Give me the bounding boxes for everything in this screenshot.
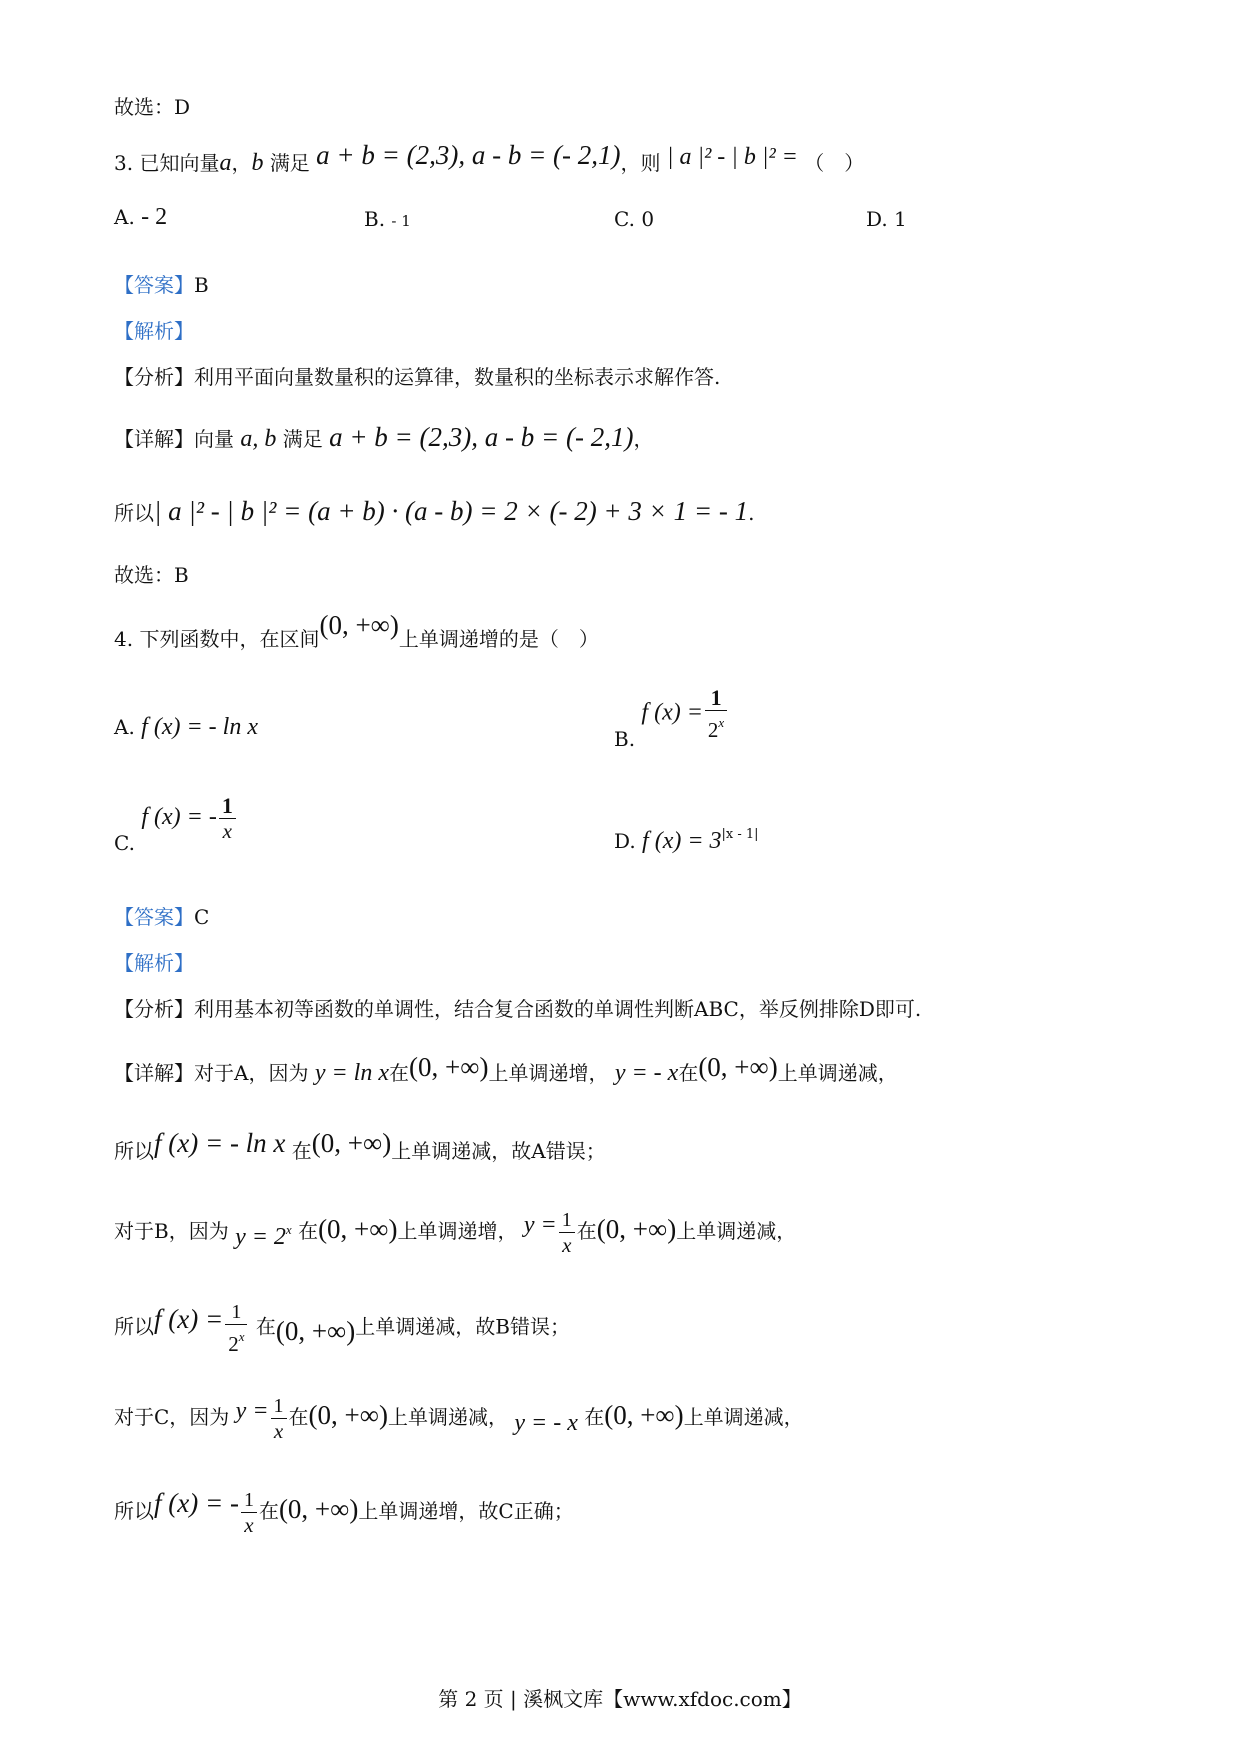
q4-option-b	[614, 685, 729, 751]
q4-analysis-tag	[114, 948, 194, 978]
q4-conclusion-c	[114, 1488, 574, 1537]
q3-sep: ，	[231, 151, 252, 175]
q4-option-b-den-exp: x	[718, 715, 725, 730]
q3-option-d-label: D.	[866, 207, 888, 231]
q4-so: 所以	[114, 1499, 154, 1523]
q4-dc-frac	[271, 1394, 287, 1443]
q3-var-a: a	[219, 150, 232, 176]
q3-expr: | a |² - | b |² =	[666, 144, 798, 170]
q3-option-c	[614, 204, 654, 234]
q4-db-intro: 对于B，因为	[114, 1219, 229, 1243]
q4-db-num: 1	[559, 1208, 575, 1233]
q4-inc: 上单调递增，	[488, 1061, 609, 1085]
q3-option-b-label: B.	[364, 207, 386, 231]
q4-dec: 上单调递减，	[777, 1061, 898, 1085]
q4-b-den-exp: x	[238, 1329, 245, 1344]
q4-b-num: 1	[225, 1300, 247, 1325]
q4-option-a	[114, 712, 258, 742]
q3-detail-prefix: 向量	[194, 427, 234, 451]
q4-fenxi	[114, 994, 921, 1024]
q3-conclusion: 故选：B	[114, 563, 189, 587]
q4-db-y1	[235, 1224, 292, 1250]
q4-detail-c	[114, 1394, 804, 1443]
q4-option-d-label: D.	[614, 829, 636, 853]
q4-answer	[114, 902, 209, 932]
q4-fenxi-text: 利用基本初等函数的单调性，结合复合函数的单调性判断ABC，举反例排除D即可.	[194, 997, 922, 1021]
q3-stem	[114, 140, 865, 178]
q3-answer	[114, 270, 209, 300]
q4-interval: (0, +∞)	[278, 1494, 359, 1524]
q4-zai: 在	[291, 1139, 312, 1163]
q3-option-d-value: 1	[894, 207, 907, 231]
q4-option-b-lhs: f (x) =	[641, 699, 703, 726]
q4-dc-num: 1	[271, 1394, 287, 1419]
q3-then: ，则	[620, 151, 661, 175]
q3-option-d	[866, 204, 907, 234]
prev-conclusion: 故选：D	[114, 95, 191, 119]
q4-db-y1-base: y = 2	[235, 1224, 286, 1250]
q4-da-intro: 对于A，因为	[194, 1061, 309, 1085]
q3-option-c-value: 0	[641, 207, 655, 231]
q4-zai: 在	[255, 1314, 276, 1339]
detail-tag: 【详解】	[114, 1061, 194, 1085]
q4-prefix: 4. 下列函数中，在区间	[114, 627, 320, 651]
q4-c-frac	[241, 1488, 257, 1537]
q4-zai: 在	[584, 1405, 605, 1429]
q4-option-b-frac	[705, 686, 727, 742]
q4-dc-den: x	[273, 1419, 284, 1443]
q4-dc-y2: y = - x	[514, 1410, 578, 1436]
q3-answer-value: B	[194, 273, 209, 297]
q3-calc: | a |² - | b |² = (a + b) · (a - b) = 2 × (- 2) + 3 × 1 = - 1	[154, 496, 749, 526]
q4-option-d-lhs: f (x) = 3	[642, 828, 722, 854]
q4-answer-value: C	[194, 905, 210, 929]
q4-b-f: f (x) =	[154, 1303, 224, 1334]
q4-detail-a	[114, 1052, 898, 1088]
q4-db-y2-lhs: y =	[523, 1212, 557, 1238]
q4-b-den-base: 2	[228, 1332, 239, 1356]
q4-c-num: 1	[241, 1488, 257, 1513]
q4-detail-b	[114, 1208, 796, 1257]
q4-c-f: f (x) = -	[154, 1488, 239, 1518]
q4-conclusion-b	[114, 1300, 570, 1356]
answer-tag: 【答案】	[114, 273, 194, 297]
q4-interval: (0, +∞)	[596, 1214, 677, 1244]
q4-dc-y1-lhs: y =	[235, 1398, 269, 1424]
q4-option-b-num: 1	[705, 686, 727, 711]
q4-a-wrong: 上单调递减，故A错误；	[391, 1139, 606, 1163]
q4-conclusion-a	[114, 1128, 606, 1166]
q3-option-b	[364, 204, 411, 236]
q4-da-y1: y = ln x	[314, 1060, 389, 1086]
q4-option-c-den: x	[222, 819, 232, 843]
q4-stem	[114, 610, 599, 654]
q4-suffix: 上单调递增的是（ ）	[398, 627, 599, 651]
q4-interval: (0, +∞)	[698, 1052, 778, 1082]
q4-option-d	[614, 820, 759, 856]
q4-dec: 上单调递减，	[683, 1405, 804, 1429]
fenxi-tag: 【分析】	[114, 365, 194, 389]
q3-prefix: 3. 已知向量	[114, 151, 220, 175]
q3-var-b: b	[251, 150, 264, 176]
q3-option-a-label: A.	[114, 205, 135, 229]
q4-db-frac	[559, 1208, 575, 1257]
q4-inc: 上单调递增，	[397, 1219, 518, 1243]
q4-option-c-num: 1	[219, 794, 236, 819]
q4-option-a-label: A.	[114, 715, 135, 739]
analysis-tag: 【解析】	[114, 951, 194, 975]
q4-dc-intro: 对于C，因为	[114, 1405, 230, 1429]
q3-so: 所以	[114, 501, 154, 525]
q4-option-d-exp: |x - 1|	[721, 827, 759, 842]
q3-option-a	[114, 202, 167, 232]
analysis-tag: 【解析】	[114, 319, 194, 343]
q4-interval: (0, +∞)	[408, 1052, 489, 1082]
q3-fenxi-text: 利用平面向量数量积的运算律，数量积的坐标表示求解作答.	[194, 365, 721, 389]
q4-db-den: x	[562, 1233, 572, 1257]
q3-paren: （ ）	[804, 151, 865, 175]
q4-interval: (0, +∞)	[308, 1400, 388, 1430]
q4-c-right: 上单调递增，故C正确；	[358, 1499, 574, 1523]
q4-db-y1-exp: x	[285, 1222, 292, 1237]
fenxi-tag: 【分析】	[114, 997, 194, 1021]
q4-interval: (0, +∞)	[318, 1214, 398, 1244]
q4-zai: 在	[288, 1405, 309, 1429]
q3-analysis-tag	[114, 316, 194, 346]
q4-dec: 上单调递减，	[676, 1219, 797, 1243]
q4-so: 所以	[114, 1139, 154, 1163]
q4-a-f: f (x) = - ln x	[154, 1128, 286, 1158]
q3-detail-satisfy: 满足	[282, 427, 323, 451]
q4-option-c-lhs: f (x) = -	[141, 804, 217, 830]
q4-da-y2: y = - x	[614, 1060, 679, 1086]
q4-interval: (0, +∞)	[311, 1128, 392, 1158]
q4-option-a-value: f (x) = - ln x	[141, 714, 258, 740]
q3-detail-end: ，	[633, 427, 654, 451]
q3-detail	[114, 422, 653, 454]
q4-zai: 在	[678, 1061, 699, 1085]
q3-detail-cond: a + b = (2,3), a - b = (- 2,1)	[329, 422, 634, 452]
q4-b-frac	[225, 1300, 247, 1356]
q4-interval: (0, +∞)	[604, 1400, 684, 1430]
q4-option-b-label: B.	[614, 726, 636, 751]
q4-dec: 上单调递减，	[388, 1405, 508, 1429]
q3-satisfy: 满足	[269, 151, 310, 175]
q4-so: 所以	[114, 1314, 154, 1339]
q4-option-c-frac	[219, 794, 236, 843]
q4-c-den: x	[244, 1513, 254, 1537]
q4-b-wrong: 上单调递减，故B错误；	[355, 1314, 570, 1339]
q3-option-b-value: - 1	[391, 212, 411, 230]
answer-tag: 【答案】	[114, 905, 194, 929]
q4-option-b-den-base: 2	[707, 718, 719, 742]
q4-option-c	[114, 793, 238, 855]
page-footer: 第 2 页 | 溪枫文库【www.xfdoc.com】	[438, 1687, 802, 1711]
q4-zai: 在	[576, 1219, 597, 1243]
q4-zai: 在	[298, 1219, 319, 1243]
q3-fenxi	[114, 362, 720, 392]
q3-option-a-value: - 2	[141, 204, 168, 230]
detail-tag: 【详解】	[114, 427, 194, 451]
q3-dot: .	[748, 501, 755, 525]
q3-calc-line	[114, 496, 754, 528]
q3-option-c-label: C.	[614, 207, 635, 231]
q4-option-c-label: C.	[114, 831, 135, 855]
q4-interval: (0, +∞)	[319, 610, 399, 640]
q3-condition: a + b = (2,3), a - b = (- 2,1)	[316, 140, 621, 170]
q4-interval: (0, +∞)	[275, 1315, 356, 1346]
q4-zai: 在	[258, 1499, 279, 1523]
q4-zai: 在	[388, 1061, 409, 1085]
q3-detail-vars: a, b	[240, 426, 277, 452]
